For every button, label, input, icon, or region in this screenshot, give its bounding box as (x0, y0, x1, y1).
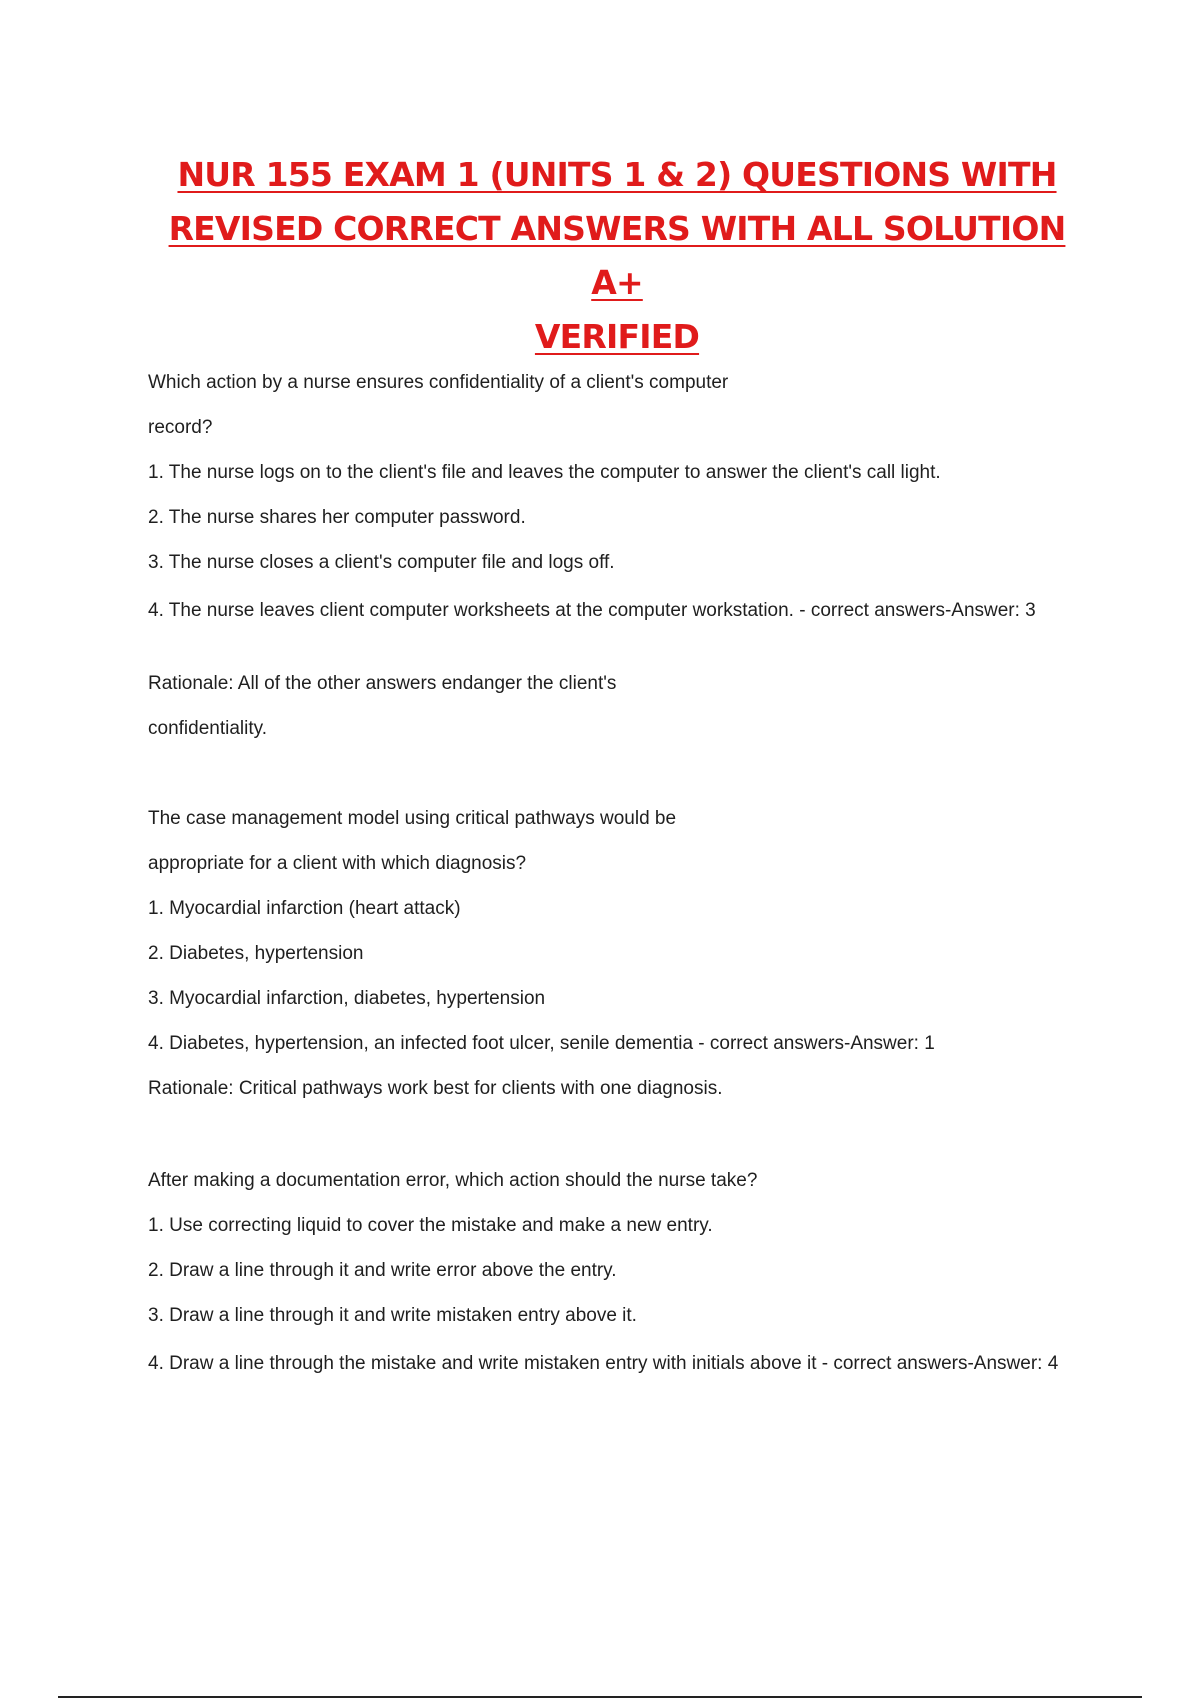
q2-option-3: 3. Myocardial infarction, diabetes, hypertension (148, 988, 546, 1009)
q2-rationale: Rationale: Critical pathways work best for clients with one diagnosis. (148, 1078, 723, 1099)
q1-option-2: 2. The nurse shares her computer password. (148, 507, 526, 528)
title-line-3: VERIFIED (534, 317, 700, 356)
title-line-2: REVISED CORRECT ANSWERS WITH ALL SOLUTION A+ (168, 209, 1066, 302)
q1-option-3: 3. The nurse closes a client's computer file and logs off. (148, 552, 615, 573)
q2-option-1: 1. Myocardial infarction (heart attack) (148, 898, 461, 919)
q2-option-2: 2. Diabetes, hypertension (148, 943, 364, 964)
q1-option-4-answer: 4. The nurse leaves client computer worksheets at the computer workstation. - correct answers-Answer: 3 (148, 600, 1036, 621)
q3-stem: After making a documentation error, which action should the nurse take? (148, 1170, 758, 1191)
q3-option-4-answer: 4. Draw a line through the mistake and write mistaken entry with initials above it - correct answers-Answer: 4 (148, 1353, 1059, 1374)
q3-option-3: 3. Draw a line through it and write mistaken entry above it. (148, 1305, 637, 1326)
q1-rationale-line-2: confidentiality. (148, 718, 267, 739)
q3-option-1: 1. Use correcting liquid to cover the mistake and make a new entry. (148, 1215, 713, 1236)
q3-option-2: 2. Draw a line through it and write error above the entry. (148, 1260, 617, 1281)
q2-option-4-answer: 4. Diabetes, hypertension, an infected foot ulcer, senile dementia - correct answers-Answer: 1 (148, 1033, 935, 1054)
page-bottom-rule (58, 1696, 1142, 1698)
q1-stem-line-1: Which action by a nurse ensures confidentiality of a client's computer (148, 372, 729, 393)
title-line-1: NUR 155 EXAM 1 (UNITS 1 & 2) QUESTIONS WITH (177, 155, 1057, 194)
document-title (150, 148, 1084, 364)
q1-option-1: 1. The nurse logs on to the client's file and leaves the computer to answer the client's call light. (148, 462, 941, 483)
q1-stem-line-2: record? (148, 417, 213, 438)
q2-stem-line-1: The case management model using critical pathways would be (148, 808, 677, 829)
q2-stem-line-2: appropriate for a client with which diagnosis? (148, 853, 527, 874)
q1-rationale-line-1: Rationale: All of the other answers endanger the client's (148, 673, 617, 694)
